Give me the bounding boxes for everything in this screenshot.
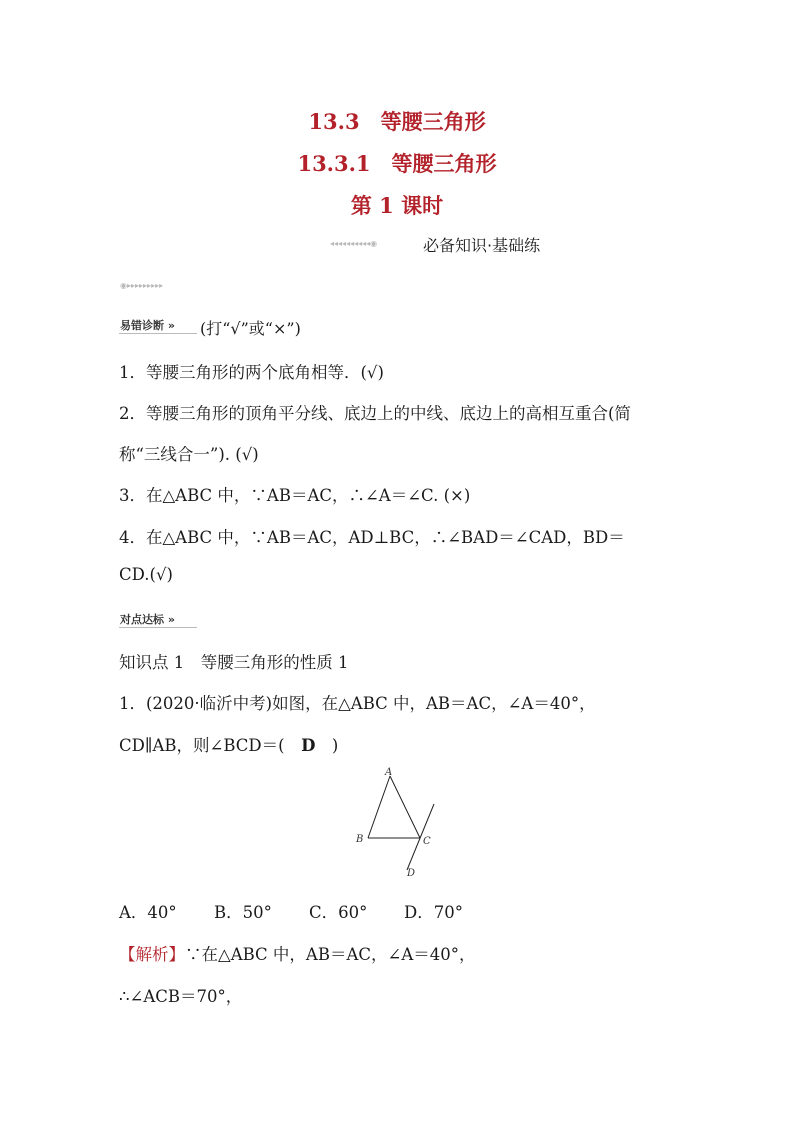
- diagnosis-item-4-cont: CD.(√): [119, 565, 173, 584]
- question-1-line-2: CD∥AB，则∠BCD＝( D ): [119, 736, 339, 755]
- subsection-title: 13.3.1 等腰三角形: [297, 151, 497, 176]
- section-arrows-decoration: ◂◂◂◂◂◂◂◂◂◂◉: [330, 239, 378, 248]
- practice-badge: 对点达标 »: [120, 613, 175, 626]
- label-b: B: [356, 834, 364, 845]
- diagnosis-item-2-cont: 称“三线合一”). (√): [119, 445, 259, 464]
- lesson-title: 13.3 等腰三角形: [308, 109, 486, 134]
- badge-underline: [119, 333, 197, 334]
- option-d: D．70°: [404, 903, 463, 922]
- question-1-answer: D: [301, 736, 316, 755]
- diagnosis-item-2: 2．等腰三角形的顶角平分线、底边上的中线、底边上的高相互重合(简: [119, 404, 631, 423]
- label-d: D: [407, 868, 416, 879]
- side-ac: [390, 776, 420, 838]
- question-1-line-1: 1．(2020·临沂中考)如图，在△ABC 中，AB＝AC，∠A＝40°，: [119, 694, 596, 713]
- options-row: [119, 899, 463, 923]
- analysis-line-2: ∴∠ACB＝70°，: [119, 987, 243, 1006]
- error-diagnosis-instruction: (打“√”或“×”): [200, 319, 301, 338]
- knowledge-point: 知识点 1 等腰三角形的性质 1: [119, 653, 349, 672]
- label-c: C: [423, 836, 431, 847]
- error-diagnosis-badge: 易错诊断 »: [120, 319, 175, 332]
- analysis-line-1: 【解析】∵在△ABC 中，AB＝AC，∠A＝40°，: [119, 945, 476, 964]
- diagnosis-item-4: 4．在△ABC 中，∵AB＝AC，AD⊥BC，∴∠BAD＝∠CAD，BD＝: [119, 528, 625, 547]
- option-a: A．40°: [119, 903, 177, 922]
- badge-underline: [119, 627, 197, 628]
- label-a: A: [385, 767, 393, 778]
- option-c: C．60°: [309, 903, 368, 922]
- divider-arrows-decoration: ◉▸▸▸▸▸▸▸▸▸: [120, 281, 164, 290]
- option-b: B．50°: [214, 903, 272, 922]
- diagnosis-item-1: 1．等腰三角形的两个底角相等．(√): [119, 363, 384, 382]
- section-label: 必备知识·基础练: [423, 236, 541, 255]
- period-title: 第 1 课时: [350, 193, 444, 218]
- analysis-label: 【解析】: [119, 945, 185, 964]
- side-ab: [368, 776, 390, 838]
- diagnosis-item-3: 3．在△ABC 中，∵AB＝AC，∴∠A＝∠C. (×): [119, 486, 471, 505]
- triangle-figure: [350, 762, 450, 882]
